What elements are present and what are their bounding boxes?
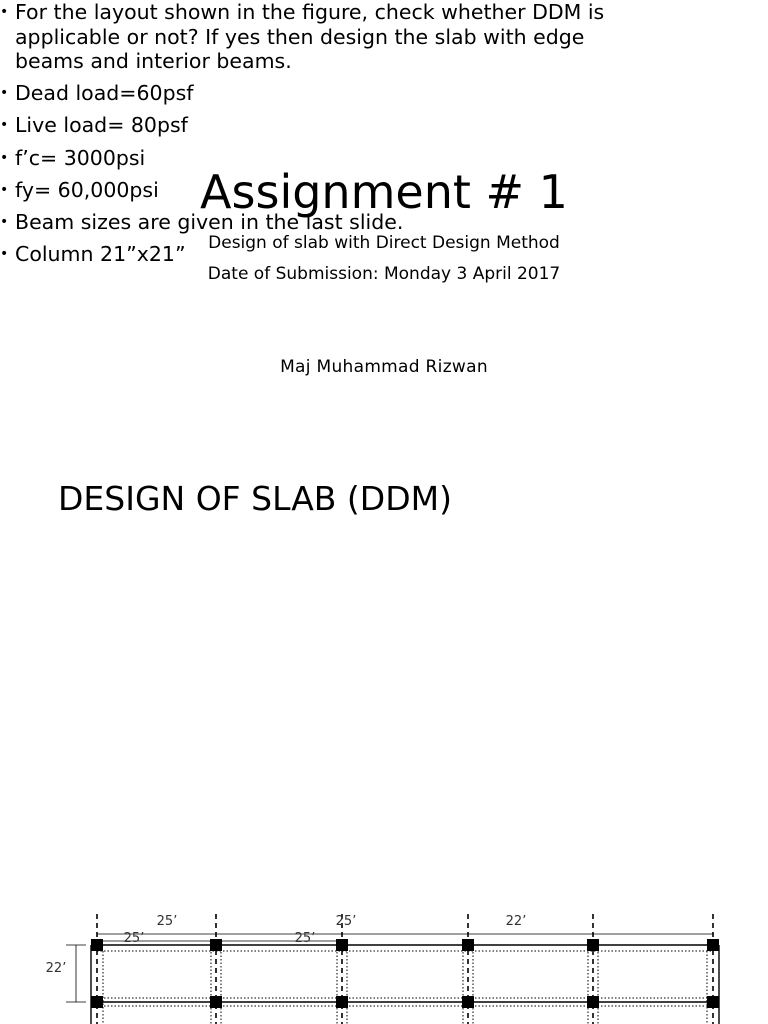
column	[587, 939, 599, 951]
dimension-label: 25’	[156, 914, 178, 929]
column	[462, 996, 474, 1008]
bullet-item	[0, 113, 650, 138]
bullet-text: Beam sizes are given in the last slide.	[15, 209, 404, 234]
bullet-icon: •	[0, 181, 9, 198]
bullet-item	[0, 178, 650, 203]
bullet-text: Live load= 80psf	[15, 113, 188, 138]
bullet-item	[0, 210, 650, 235]
grid-lines	[97, 914, 713, 1024]
bullet-text: Dead load=60psf	[15, 81, 194, 106]
dimension-label: 22’	[45, 961, 67, 976]
bullet-text: For the layout shown in the figure, check whether DDM is applicable or not? If yes then design the slab with edge beams and interior beams.	[15, 0, 605, 73]
column	[587, 996, 599, 1008]
column	[707, 939, 719, 951]
column	[336, 996, 348, 1008]
bullet-text: f’c= 3000psi	[15, 145, 146, 170]
bullet-item	[0, 81, 650, 106]
bullet-text: Column 21”x21”	[15, 242, 186, 267]
section-heading: DESIGN OF SLAB (DDM)	[58, 479, 452, 518]
dimension-label: 25’	[294, 931, 316, 946]
bullet-text: fy= 60,000psi	[15, 177, 159, 202]
bullet-icon: •	[0, 117, 9, 134]
column	[462, 939, 474, 951]
column	[336, 939, 348, 951]
bullet-icon: •	[0, 85, 9, 102]
column	[91, 996, 103, 1008]
slab-layout-plan	[0, 900, 768, 1024]
dimension-label: 22’	[505, 914, 527, 929]
bullet-icon: •	[0, 213, 9, 230]
column	[707, 996, 719, 1008]
bullet-icon: •	[0, 246, 9, 263]
dimension-lines	[66, 934, 713, 1002]
column	[91, 939, 103, 951]
beam-dotted-lines	[97, 945, 713, 1024]
title: Assignment # 1	[200, 165, 568, 219]
author-name: Maj Muhammad Rizwan	[280, 357, 488, 377]
bullet-list	[0, 0, 650, 267]
bullet-icon: •	[0, 4, 9, 20]
beam-lines	[91, 945, 719, 1024]
subtitle: Design of slab with Direct Design Method	[208, 233, 560, 253]
bullet-item	[0, 0, 650, 74]
dimension-label: 25’	[123, 931, 145, 946]
dimension-label: 25’	[335, 914, 357, 929]
column	[210, 939, 222, 951]
bullet-item	[0, 146, 650, 171]
bullet-icon: •	[0, 149, 9, 166]
column	[210, 996, 222, 1008]
bullet-item	[0, 242, 650, 267]
submission-date: Date of Submission: Monday 3 April 2017	[207, 264, 561, 284]
